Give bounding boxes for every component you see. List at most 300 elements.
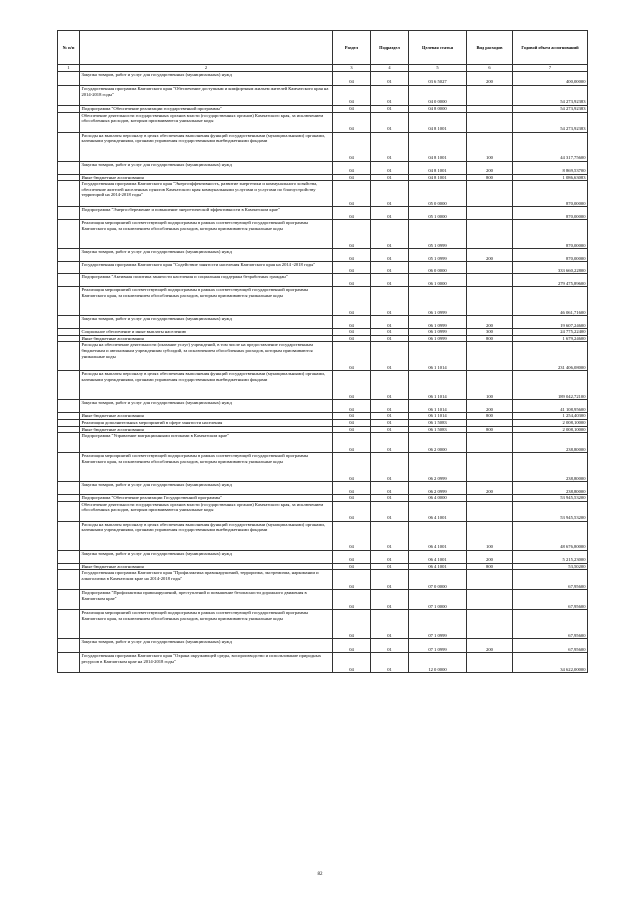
target-cell: 07 1 0999 bbox=[409, 610, 467, 639]
section-cell: 04 bbox=[333, 72, 371, 86]
num-cell bbox=[58, 342, 80, 371]
amount-cell: 24 775,22400 bbox=[513, 329, 588, 336]
name-cell: Государственная программа Камчатского края "Энергоэффективность, развитие энергетики и коммунального хозяйства, обеспечение жителей населенных пунктов Камчатского края коммунальными услугами и услугами по благоустройству территорий на 2014-2018 годы" bbox=[80, 181, 333, 207]
header-section: Раздел bbox=[333, 31, 371, 65]
exptype-cell bbox=[467, 570, 513, 590]
amount-cell: 2 008,10000 bbox=[513, 426, 588, 433]
subsection-cell: 01 bbox=[371, 112, 409, 132]
num-cell bbox=[58, 274, 80, 287]
subsection-cell: 01 bbox=[371, 161, 409, 174]
exptype-cell bbox=[467, 207, 513, 220]
exptype-cell: 300 bbox=[467, 329, 513, 336]
exptype-cell: 100 bbox=[467, 132, 513, 161]
section-cell: 04 bbox=[333, 249, 371, 262]
amount-cell: 67,95600 bbox=[513, 590, 588, 610]
header-name bbox=[80, 31, 333, 65]
name-cell: Социальное обеспечение и иные выплаты населению bbox=[80, 329, 333, 336]
table-row bbox=[58, 181, 588, 207]
exptype-cell bbox=[467, 433, 513, 453]
num-cell bbox=[58, 570, 80, 590]
target-cell: 06 2 0000 bbox=[409, 433, 467, 453]
num-cell bbox=[58, 610, 80, 639]
target-cell: 06 4 1001 bbox=[409, 563, 467, 570]
target-cell: 04 8 1001 bbox=[409, 132, 467, 161]
table-row bbox=[58, 112, 588, 132]
section-cell: 04 bbox=[333, 550, 371, 563]
amount-cell: 1 086,63083 bbox=[513, 174, 588, 181]
target-cell: 04 8 1001 bbox=[409, 161, 467, 174]
num-cell bbox=[58, 433, 80, 453]
amount-cell: 53,50200 bbox=[513, 563, 588, 570]
name-cell: Подпрограмма "Обеспечение реализации Государственной программы" bbox=[80, 495, 333, 502]
table-row bbox=[58, 639, 588, 653]
table-row bbox=[58, 329, 588, 336]
amount-cell: 8 869,53700 bbox=[513, 161, 588, 174]
num-cell bbox=[58, 249, 80, 262]
section-cell: 04 bbox=[333, 181, 371, 207]
num-cell bbox=[58, 521, 80, 550]
num-cell bbox=[58, 501, 80, 521]
exptype-cell: 200 bbox=[467, 161, 513, 174]
section-cell: 04 bbox=[333, 639, 371, 653]
table-row bbox=[58, 174, 588, 181]
header-target: Целевая статья bbox=[409, 31, 467, 65]
subsection-cell: 01 bbox=[371, 653, 409, 673]
table-row bbox=[58, 610, 588, 639]
target-cell: 06 1 1014 bbox=[409, 400, 467, 413]
section-cell: 04 bbox=[333, 433, 371, 453]
name-cell: Реализация мероприятий соответствующей подпрограммы в рамках соответствующей государственной программы Камчатского края, за исключением обособленных расходов, которым присваиваются уникальные коды bbox=[80, 610, 333, 639]
section-cell: 04 bbox=[333, 419, 371, 426]
exptype-cell bbox=[467, 274, 513, 287]
amount-cell: 41 108,95600 bbox=[513, 400, 588, 413]
exptype-cell: 800 bbox=[467, 174, 513, 181]
section-cell: 04 bbox=[333, 495, 371, 502]
exptype-cell: 100 bbox=[467, 521, 513, 550]
subsection-cell: 01 bbox=[371, 639, 409, 653]
exptype-cell: 800 bbox=[467, 335, 513, 342]
name-cell: Обеспечение деятельности государственных органов власти (государственных органов) Камчатского края, за исключением обособленных расходов, которым присваиваются уникальные коды bbox=[80, 501, 333, 521]
section-cell: 04 bbox=[333, 453, 371, 482]
exptype-cell: 800 bbox=[467, 563, 513, 570]
amount-cell: 48 676,80000 bbox=[513, 521, 588, 550]
num-cell bbox=[58, 161, 80, 174]
section-cell: 04 bbox=[333, 220, 371, 249]
subsection-cell: 01 bbox=[371, 419, 409, 426]
target-cell: 03 6 5027 bbox=[409, 72, 467, 86]
exptype-cell: 200 bbox=[467, 482, 513, 495]
num-cell bbox=[58, 181, 80, 207]
num-cell bbox=[58, 106, 80, 113]
target-cell: 05 1 0000 bbox=[409, 207, 467, 220]
table-row bbox=[58, 274, 588, 287]
index-cell: 3 bbox=[333, 65, 371, 72]
subsection-cell: 01 bbox=[371, 426, 409, 433]
name-cell: Расходы на выплаты персоналу в целях обеспечения выполнения функций государственными (муниципальными) органами, казенными учреждениями, органами управления государственными внебюджетными фондами bbox=[80, 371, 333, 400]
subsection-cell: 01 bbox=[371, 207, 409, 220]
name-cell: Закупка товаров, работ и услуг для государственных (муниципальных) нужд bbox=[80, 400, 333, 413]
exptype-cell bbox=[467, 106, 513, 113]
exptype-cell bbox=[467, 287, 513, 316]
section-cell: 04 bbox=[333, 112, 371, 132]
name-cell: Закупка товаров, работ и услуг для государственных (муниципальных) нужд bbox=[80, 316, 333, 329]
exptype-cell bbox=[467, 590, 513, 610]
name-cell: Реализация мероприятий соответствующей подпрограммы в рамках соответствующей государственной программы Камчатского края, за исключением обособленных расходов, которым присваиваются уникальные коды bbox=[80, 220, 333, 249]
name-cell: Реализация мероприятий соответствующей подпрограммы в рамках соответствующей государственной программы Камчатского края, за исключением обособленных расходов, которым присваиваются уникальные коды bbox=[80, 453, 333, 482]
amount-cell: 870,00000 bbox=[513, 220, 588, 249]
subsection-cell: 01 bbox=[371, 433, 409, 453]
index-cell: 2 bbox=[80, 65, 333, 72]
amount-cell: 34 622,00000 bbox=[513, 653, 588, 673]
subsection-cell: 01 bbox=[371, 570, 409, 590]
section-cell: 04 bbox=[333, 207, 371, 220]
amount-cell: 2 008,10000 bbox=[513, 419, 588, 426]
section-cell: 04 bbox=[333, 335, 371, 342]
name-cell: Государственная программа Камчатского края "Профилактика правонарушений, терроризма, экстремизма, наркомании и алкоголизма в Камчатском крае на 2014-2018 годы" bbox=[80, 570, 333, 590]
num-cell bbox=[58, 220, 80, 249]
amount-cell: 19 607,24600 bbox=[513, 316, 588, 329]
table-header-row bbox=[58, 31, 588, 65]
section-cell: 04 bbox=[333, 262, 371, 274]
index-cell: 7 bbox=[513, 65, 588, 72]
exptype-cell: 200 bbox=[467, 400, 513, 413]
num-cell bbox=[58, 371, 80, 400]
num-cell bbox=[58, 335, 80, 342]
subsection-cell: 01 bbox=[371, 316, 409, 329]
amount-cell: 1 679,24600 bbox=[513, 335, 588, 342]
table-row bbox=[58, 316, 588, 329]
section-cell: 04 bbox=[333, 426, 371, 433]
name-cell: Иные бюджетные ассигнования bbox=[80, 335, 333, 342]
exptype-cell bbox=[467, 112, 513, 132]
amount-cell: 54 273,92383 bbox=[513, 106, 588, 113]
table-row bbox=[58, 501, 588, 521]
target-cell: 06 1 0999 bbox=[409, 316, 467, 329]
column-index-row bbox=[58, 65, 588, 72]
name-cell: Государственная программа Камчатского края "Обеспечение доступным и комфортным жильем жителей Камчатского края на 2014-2018 годы" bbox=[80, 86, 333, 106]
name-cell: Обеспечение деятельности государственных органов власти (государственных органов) Камчатского края, за исключением обособленных расходов, которым присваиваются уникальные коды bbox=[80, 112, 333, 132]
subsection-cell: 01 bbox=[371, 453, 409, 482]
table-row bbox=[58, 570, 588, 590]
num-cell bbox=[58, 482, 80, 495]
target-cell: 06 4 1001 bbox=[409, 550, 467, 563]
subsection-cell: 01 bbox=[371, 132, 409, 161]
num-cell bbox=[58, 639, 80, 653]
section-cell: 04 bbox=[333, 106, 371, 113]
target-cell: 06 2 0999 bbox=[409, 482, 467, 495]
index-cell: 5 bbox=[409, 65, 467, 72]
name-cell: Расходы на выплаты персоналу в целях обеспечения выполнения функций государственными (муниципальными) органами, казенными учреждениями, органами управления государственными внебюджетными фондами bbox=[80, 132, 333, 161]
section-cell: 04 bbox=[333, 521, 371, 550]
amount-cell: 189 042,72100 bbox=[513, 371, 588, 400]
amount-cell: 53 945,53200 bbox=[513, 495, 588, 502]
table-row bbox=[58, 106, 588, 113]
table-row bbox=[58, 426, 588, 433]
num-cell bbox=[58, 72, 80, 86]
subsection-cell: 01 bbox=[371, 249, 409, 262]
subsection-cell: 01 bbox=[371, 482, 409, 495]
target-cell: 06 1 0999 bbox=[409, 335, 467, 342]
name-cell: Реализация мероприятий соответствующей подпрограммы в рамках соответствующей государственной программы Камчатского края, за исключением обособленных расходов, которым присваиваются уникальные коды bbox=[80, 287, 333, 316]
target-cell: 05 1 0999 bbox=[409, 220, 467, 249]
name-cell: Закупка товаров, работ и услуг для государственных (муниципальных) нужд bbox=[80, 639, 333, 653]
table-row bbox=[58, 287, 588, 316]
section-cell: 04 bbox=[333, 329, 371, 336]
section-cell: 04 bbox=[333, 316, 371, 329]
section-cell: 04 bbox=[333, 590, 371, 610]
subsection-cell: 01 bbox=[371, 610, 409, 639]
target-cell: 06 0 0000 bbox=[409, 262, 467, 274]
amount-cell: 238,80000 bbox=[513, 482, 588, 495]
num-cell bbox=[58, 653, 80, 673]
header-num: № п/п bbox=[58, 31, 80, 65]
exptype-cell: 800 bbox=[467, 413, 513, 420]
target-cell: 06 4 1001 bbox=[409, 501, 467, 521]
table-row bbox=[58, 563, 588, 570]
section-cell: 04 bbox=[333, 371, 371, 400]
amount-cell: 870,00000 bbox=[513, 249, 588, 262]
section-cell: 04 bbox=[333, 132, 371, 161]
name-cell: Подпрограмма "Энергосбережение и повышение энергетической эффективности в Камчатском крае" bbox=[80, 207, 333, 220]
amount-cell: 238,80000 bbox=[513, 433, 588, 453]
table-row bbox=[58, 453, 588, 482]
amount-cell: 67,95600 bbox=[513, 570, 588, 590]
name-cell: Реализация дополнительных мероприятий в сфере занятости населения bbox=[80, 419, 333, 426]
exptype-cell: 200 bbox=[467, 639, 513, 653]
section-cell: 04 bbox=[333, 161, 371, 174]
num-cell bbox=[58, 419, 80, 426]
exptype-cell bbox=[467, 501, 513, 521]
subsection-cell: 01 bbox=[371, 413, 409, 420]
table-row bbox=[58, 207, 588, 220]
num-cell bbox=[58, 590, 80, 610]
header-subsection: Подраздел bbox=[371, 31, 409, 65]
table-row bbox=[58, 413, 588, 420]
target-cell: 04 8 1001 bbox=[409, 174, 467, 181]
name-cell: Подпрограмма "Профилактика правонарушений, преступлений и повышение безопасности дорожного движения в Камчатском крае" bbox=[80, 590, 333, 610]
exptype-cell bbox=[467, 453, 513, 482]
name-cell: Расходы на обеспечение деятельности (оказание услуг) учреждений, в том числе на предоставление государственным бюджетным и автономным учреждениям субсидий, за исключением обособленных расходов, которым присваиваются уникальные коды bbox=[80, 342, 333, 371]
exptype-cell: 200 bbox=[467, 316, 513, 329]
table-row bbox=[58, 342, 588, 371]
subsection-cell: 01 bbox=[371, 550, 409, 563]
target-cell: 12 0 0000 bbox=[409, 653, 467, 673]
subsection-cell: 01 bbox=[371, 262, 409, 274]
target-cell: 06 1 0999 bbox=[409, 329, 467, 336]
section-cell: 04 bbox=[333, 400, 371, 413]
num-cell bbox=[58, 495, 80, 502]
num-cell bbox=[58, 413, 80, 420]
amount-cell: 1 254,40300 bbox=[513, 413, 588, 420]
amount-cell: 400,00000 bbox=[513, 72, 588, 86]
section-cell: 04 bbox=[333, 570, 371, 590]
target-cell: 07 1 0999 bbox=[409, 639, 467, 653]
target-cell: 04 8 0000 bbox=[409, 106, 467, 113]
table-row bbox=[58, 72, 588, 86]
table-row bbox=[58, 653, 588, 673]
exptype-cell bbox=[467, 610, 513, 639]
exptype-cell: 800 bbox=[467, 426, 513, 433]
name-cell: Подпрограмма "Активная политика занятости населения и социальная поддержка безработных граждан" bbox=[80, 274, 333, 287]
num-cell bbox=[58, 207, 80, 220]
section-cell: 04 bbox=[333, 342, 371, 371]
exptype-cell: 200 bbox=[467, 249, 513, 262]
index-cell: 1 bbox=[58, 65, 80, 72]
num-cell bbox=[58, 262, 80, 274]
subsection-cell: 01 bbox=[371, 174, 409, 181]
num-cell bbox=[58, 563, 80, 570]
amount-cell: 231 406,08000 bbox=[513, 342, 588, 371]
name-cell: Иные бюджетные ассигнования bbox=[80, 426, 333, 433]
exptype-cell bbox=[467, 181, 513, 207]
subsection-cell: 01 bbox=[371, 335, 409, 342]
target-cell: 04 0 0000 bbox=[409, 86, 467, 106]
name-cell: Закупка товаров, работ и услуг для государственных (муниципальных) нужд bbox=[80, 72, 333, 86]
num-cell bbox=[58, 426, 80, 433]
index-cell: 6 bbox=[467, 65, 513, 72]
name-cell: Государственная программа Камчатского края "Содействие занятости населения Камчатского края на 2014 -2018 годы" bbox=[80, 262, 333, 274]
exptype-cell bbox=[467, 342, 513, 371]
table-row bbox=[58, 482, 588, 495]
num-cell bbox=[58, 316, 80, 329]
target-cell: 05 1 0999 bbox=[409, 249, 467, 262]
subsection-cell: 01 bbox=[371, 501, 409, 521]
amount-cell: 279 475,89600 bbox=[513, 274, 588, 287]
num-cell bbox=[58, 132, 80, 161]
num-cell bbox=[58, 453, 80, 482]
table-row bbox=[58, 86, 588, 106]
table-row bbox=[58, 249, 588, 262]
target-cell: 06 1 1014 bbox=[409, 342, 467, 371]
table-row bbox=[58, 419, 588, 426]
subsection-cell: 01 bbox=[371, 521, 409, 550]
table-row bbox=[58, 433, 588, 453]
name-cell: Подпрограмма "Управление миграционными потоками в Камчатском крае" bbox=[80, 433, 333, 453]
target-cell: 06 1 5083 bbox=[409, 426, 467, 433]
subsection-cell: 01 bbox=[371, 563, 409, 570]
name-cell: Закупка товаров, работ и услуг для государственных (муниципальных) нужд bbox=[80, 161, 333, 174]
target-cell: 06 1 0000 bbox=[409, 274, 467, 287]
num-cell bbox=[58, 287, 80, 316]
target-cell: 06 2 0999 bbox=[409, 453, 467, 482]
name-cell: Иные бюджетные ассигнования bbox=[80, 174, 333, 181]
table-row bbox=[58, 220, 588, 249]
section-cell: 04 bbox=[333, 287, 371, 316]
subsection-cell: 01 bbox=[371, 274, 409, 287]
exptype-cell bbox=[467, 419, 513, 426]
section-cell: 04 bbox=[333, 413, 371, 420]
target-cell: 06 4 0000 bbox=[409, 495, 467, 502]
subsection-cell: 01 bbox=[371, 371, 409, 400]
page-number: 82 bbox=[317, 872, 323, 877]
amount-cell: 333 660,22800 bbox=[513, 262, 588, 274]
amount-cell: 67,95600 bbox=[513, 639, 588, 653]
target-cell: 06 1 0999 bbox=[409, 287, 467, 316]
table-row bbox=[58, 262, 588, 274]
exptype-cell bbox=[467, 220, 513, 249]
table-row bbox=[58, 371, 588, 400]
amount-cell: 54 273,92383 bbox=[513, 112, 588, 132]
subsection-cell: 01 bbox=[371, 590, 409, 610]
section-cell: 04 bbox=[333, 86, 371, 106]
section-cell: 04 bbox=[333, 482, 371, 495]
table-row bbox=[58, 550, 588, 563]
subsection-cell: 01 bbox=[371, 72, 409, 86]
name-cell: Закупка товаров, работ и услуг для государственных (муниципальных) нужд bbox=[80, 482, 333, 495]
amount-cell: 46 061,71600 bbox=[513, 287, 588, 316]
amount-cell: 67,95600 bbox=[513, 610, 588, 639]
name-cell: Иные бюджетные ассигнования bbox=[80, 563, 333, 570]
exptype-cell bbox=[467, 262, 513, 274]
subsection-cell: 01 bbox=[371, 86, 409, 106]
target-cell: 07 0 0000 bbox=[409, 570, 467, 590]
name-cell: Иные бюджетные ассигнования bbox=[80, 413, 333, 420]
amount-cell: 870,00000 bbox=[513, 181, 588, 207]
section-cell: 04 bbox=[333, 563, 371, 570]
section-cell: 04 bbox=[333, 610, 371, 639]
amount-cell: 44 317,75600 bbox=[513, 132, 588, 161]
num-cell bbox=[58, 86, 80, 106]
section-cell: 04 bbox=[333, 653, 371, 673]
subsection-cell: 01 bbox=[371, 287, 409, 316]
subsection-cell: 01 bbox=[371, 329, 409, 336]
table-row bbox=[58, 400, 588, 413]
num-cell bbox=[58, 329, 80, 336]
section-cell: 04 bbox=[333, 501, 371, 521]
table-body bbox=[58, 72, 588, 673]
name-cell: Закупка товаров, работ и услуг для государственных (муниципальных) нужд bbox=[80, 550, 333, 563]
amount-cell: 870,00000 bbox=[513, 207, 588, 220]
exptype-cell bbox=[467, 495, 513, 502]
num-cell bbox=[58, 550, 80, 563]
exptype-cell: 200 bbox=[467, 550, 513, 563]
name-cell: Государственная программа Камчатского края "Охрана окружающей среды, воспроизводство и использование природных ресурсов в Камчатском крае на 2014-2018 годы" bbox=[80, 653, 333, 673]
name-cell: Расходы на выплаты персоналу в целях обеспечения выполнения функций государственными (муниципальными) органами, казенными учреждениями, органами управления государственными внебюджетными фондами bbox=[80, 521, 333, 550]
subsection-cell: 01 bbox=[371, 106, 409, 113]
target-cell: 06 4 1001 bbox=[409, 521, 467, 550]
amount-cell: 54 273,92383 bbox=[513, 86, 588, 106]
subsection-cell: 01 bbox=[371, 220, 409, 249]
table-row bbox=[58, 590, 588, 610]
target-cell: 05 0 0000 bbox=[409, 181, 467, 207]
section-cell: 04 bbox=[333, 174, 371, 181]
exptype-cell: 200 bbox=[467, 72, 513, 86]
target-cell: 06 1 1014 bbox=[409, 371, 467, 400]
name-cell: Закупка товаров, работ и услуг для государственных (муниципальных) нужд bbox=[80, 249, 333, 262]
target-cell: 07 1 0000 bbox=[409, 590, 467, 610]
table-row bbox=[58, 495, 588, 502]
target-cell: 04 8 1001 bbox=[409, 112, 467, 132]
amount-cell: 238,80000 bbox=[513, 453, 588, 482]
exptype-cell bbox=[467, 653, 513, 673]
subsection-cell: 01 bbox=[371, 400, 409, 413]
subsection-cell: 01 bbox=[371, 181, 409, 207]
header-amount: Годовой объем ассигнований bbox=[513, 31, 588, 65]
index-cell: 4 bbox=[371, 65, 409, 72]
budget-table bbox=[57, 30, 588, 673]
num-cell bbox=[58, 400, 80, 413]
num-cell bbox=[58, 174, 80, 181]
amount-cell: 5 215,23000 bbox=[513, 550, 588, 563]
table-row bbox=[58, 335, 588, 342]
exptype-cell: 100 bbox=[467, 371, 513, 400]
table-row bbox=[58, 132, 588, 161]
subsection-cell: 01 bbox=[371, 342, 409, 371]
amount-cell: 53 945,53200 bbox=[513, 501, 588, 521]
target-cell: 06 1 5083 bbox=[409, 419, 467, 426]
table-row bbox=[58, 521, 588, 550]
exptype-cell bbox=[467, 86, 513, 106]
